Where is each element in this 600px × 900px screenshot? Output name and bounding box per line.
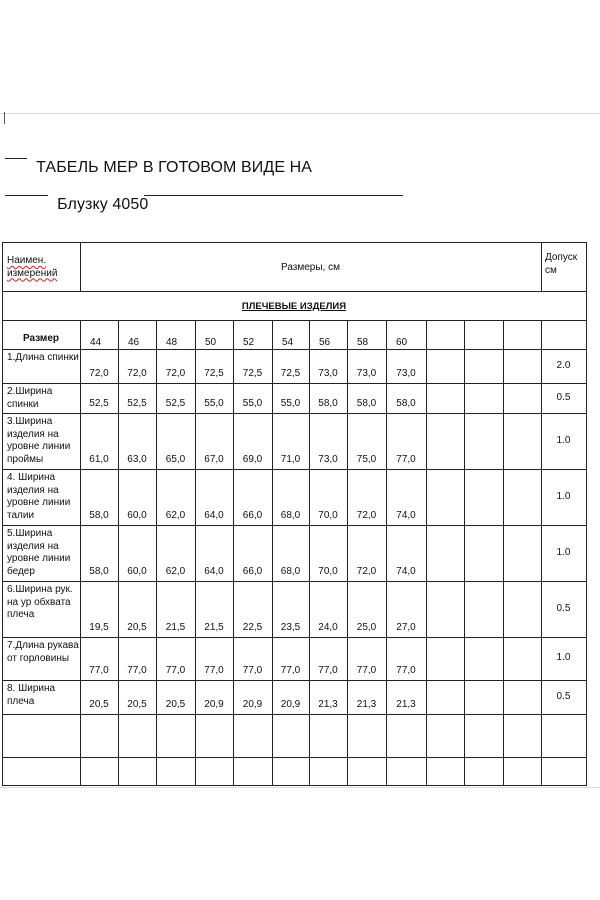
measurement-value: 22,5 bbox=[242, 622, 263, 634]
title-underline-lead-1 bbox=[5, 158, 27, 159]
size-header-cell: 56 bbox=[319, 337, 331, 348]
measurement-value: 72,0 bbox=[356, 510, 377, 522]
measurement-value: 21,5 bbox=[204, 622, 224, 634]
measurement-tolerance: 2.0 bbox=[556, 359, 571, 371]
title-underline-trail-2 bbox=[144, 195, 403, 196]
measurement-name: 4. Ширина изделия на уровне линии талии bbox=[7, 472, 71, 521]
measurement-value: 20,5 bbox=[89, 699, 109, 711]
measurement-value bbox=[464, 581, 503, 637]
section-title bbox=[2, 301, 586, 315]
measurement-value: 77,0 bbox=[242, 665, 263, 677]
table-grid-line bbox=[2, 291, 587, 292]
measurement-value: 58,0 bbox=[356, 398, 377, 410]
size-header-cell bbox=[541, 337, 586, 349]
measurement-value: 20,9 bbox=[204, 699, 224, 711]
size-header-cell: 54 bbox=[282, 337, 294, 348]
measurement-value bbox=[426, 637, 464, 680]
measurement-value: 64,0 bbox=[204, 510, 224, 522]
measurement-name: 7.Длина рукава от горловины bbox=[7, 640, 79, 664]
measurement-value: 60,0 bbox=[127, 566, 147, 578]
measurement-value: 77,0 bbox=[318, 665, 338, 677]
measurement-value bbox=[464, 413, 503, 469]
measurement-value: 73,0 bbox=[356, 368, 377, 380]
measurement-value bbox=[426, 469, 464, 525]
measurement-name: 5.Ширина изделия на уровне линии бедер bbox=[7, 528, 71, 577]
measurement-value: 23,5 bbox=[280, 622, 301, 634]
measurement-value bbox=[464, 680, 503, 714]
header-measurement-name bbox=[2, 252, 80, 286]
measurement-tolerance: 0.5 bbox=[556, 690, 571, 702]
measurement-value: 62,0 bbox=[165, 510, 186, 522]
measurement-value: 73,0 bbox=[396, 368, 416, 380]
measurement-value: 67,0 bbox=[204, 454, 224, 466]
measurement-value: 74,0 bbox=[396, 510, 416, 522]
measurement-value: 72,5 bbox=[204, 368, 224, 380]
measurement-value: 64,0 bbox=[204, 566, 224, 578]
size-header-cell: 58 bbox=[357, 337, 369, 348]
measurement-value bbox=[464, 637, 503, 680]
size-row-label: Размер bbox=[22, 333, 59, 344]
table-grid-line bbox=[2, 714, 587, 715]
measurement-name: 6.Ширина рук. на ур обхвата плеча bbox=[7, 584, 73, 621]
measurement-value: 21,3 bbox=[396, 699, 416, 711]
measurement-value: 65,0 bbox=[165, 454, 186, 466]
measurement-value: 73,0 bbox=[318, 454, 338, 466]
measurement-value: 68,0 bbox=[280, 566, 301, 578]
measurement-value: 58,0 bbox=[318, 398, 338, 410]
measurement-value bbox=[426, 413, 464, 469]
measurement-tolerance: 1.0 bbox=[556, 490, 571, 502]
measurement-value bbox=[464, 525, 503, 581]
measurement-value: 77,0 bbox=[89, 665, 109, 677]
document-title-text: ТАБЕЛЬ МЕР В ГОТОВОМ ВИДЕ НА bbox=[36, 159, 313, 176]
size-header-cell: 52 bbox=[243, 337, 255, 348]
measurement-value: 73,0 bbox=[318, 368, 338, 380]
measurement-value bbox=[503, 637, 541, 680]
measurement-value: 74,0 bbox=[396, 566, 416, 578]
measurement-value: 66,0 bbox=[242, 510, 263, 522]
measurement-value bbox=[426, 525, 464, 581]
size-header-cell: 44 bbox=[90, 337, 102, 348]
size-header-cell: 46 bbox=[128, 337, 140, 348]
measurement-value bbox=[503, 349, 541, 383]
measurement-value: 61,0 bbox=[89, 454, 109, 466]
measurement-value: 52,5 bbox=[127, 398, 147, 410]
measurement-value: 25,0 bbox=[356, 622, 377, 634]
table-grid-line bbox=[586, 242, 587, 786]
page-bottom-edge bbox=[0, 787, 600, 788]
measurement-value bbox=[503, 469, 541, 525]
document-subtitle-text: Блузку 4050 bbox=[57, 196, 149, 213]
measurement-value: 77,0 bbox=[127, 665, 147, 677]
measurement-value: 52,5 bbox=[89, 398, 109, 410]
table-grid-line bbox=[2, 320, 587, 321]
measurement-value: 55,0 bbox=[280, 398, 301, 410]
table-grid-line bbox=[2, 757, 587, 758]
measurement-value: 77,0 bbox=[204, 665, 224, 677]
measurement-value bbox=[426, 581, 464, 637]
measurement-name: 1.Длина спинки bbox=[7, 352, 79, 363]
measurement-value: 77,0 bbox=[396, 665, 416, 677]
measurement-value: 58,0 bbox=[89, 566, 109, 578]
measurement-value: 20,9 bbox=[280, 699, 301, 711]
measurement-value bbox=[426, 680, 464, 714]
measurement-value: 72,5 bbox=[280, 368, 301, 380]
measurement-value: 77,0 bbox=[280, 665, 301, 677]
measurement-value: 20,9 bbox=[242, 699, 263, 711]
measurement-value bbox=[464, 349, 503, 383]
text-cursor bbox=[4, 112, 5, 124]
measurement-value: 20,5 bbox=[127, 699, 147, 711]
measurement-value bbox=[503, 413, 541, 469]
measurement-value bbox=[503, 680, 541, 714]
page-top-edge bbox=[0, 113, 600, 114]
measurement-value: 20,5 bbox=[165, 699, 186, 711]
title-underline-lead-2 bbox=[5, 195, 48, 196]
measurement-value: 55,0 bbox=[242, 398, 263, 410]
size-header-cell: 50 bbox=[205, 337, 217, 348]
measurement-value: 72,0 bbox=[356, 566, 377, 578]
table-grid-line bbox=[2, 242, 587, 243]
measurement-value: 77,0 bbox=[396, 454, 416, 466]
measurement-value bbox=[503, 383, 541, 413]
measurement-value: 72,0 bbox=[89, 368, 109, 380]
measurement-value: 58,0 bbox=[89, 510, 109, 522]
measurement-value: 62,0 bbox=[165, 566, 186, 578]
measurement-value: 20,5 bbox=[127, 622, 147, 634]
measurement-value: 72,0 bbox=[127, 368, 147, 380]
section-title-text: ПЛЕЧЕВЫЕ ИЗДЕЛИЯ bbox=[241, 301, 347, 312]
measurement-value: 72,5 bbox=[242, 368, 263, 380]
size-header-cell bbox=[503, 337, 541, 349]
measurement-value: 52,5 bbox=[165, 398, 186, 410]
table-grid-line bbox=[2, 785, 587, 786]
header-measurement-name-text: Наимен. измерений bbox=[7, 255, 58, 279]
measurement-name: 8. Ширина плеча bbox=[7, 683, 56, 707]
header-tolerance: Допуск см bbox=[545, 252, 578, 276]
measurement-tolerance: 0.5 bbox=[556, 602, 571, 614]
measurement-value bbox=[503, 525, 541, 581]
size-header-cell: 60 bbox=[396, 337, 408, 348]
measurement-value: 75,0 bbox=[356, 454, 377, 466]
measurement-value bbox=[426, 383, 464, 413]
measurement-tolerance: 1.0 bbox=[556, 652, 571, 664]
measurement-value: 24,0 bbox=[318, 622, 338, 634]
measurement-name: 3.Ширина изделия на уровне линии проймы bbox=[7, 416, 71, 465]
measurement-name: 2.Ширина спинки bbox=[7, 386, 53, 410]
size-header-cell: 48 bbox=[166, 337, 178, 348]
measurement-value bbox=[503, 581, 541, 637]
measurement-value: 77,0 bbox=[356, 665, 377, 677]
measurement-value: 60,0 bbox=[127, 510, 147, 522]
measurement-value: 72,0 bbox=[165, 368, 186, 380]
measurement-value: 19,5 bbox=[89, 622, 109, 634]
measurement-value: 27,0 bbox=[396, 622, 416, 634]
size-header-cell bbox=[426, 337, 464, 349]
measurement-value: 63,0 bbox=[127, 454, 147, 466]
measurement-value: 21,3 bbox=[356, 699, 377, 711]
measurement-value: 55,0 bbox=[204, 398, 224, 410]
measurement-value bbox=[464, 469, 503, 525]
measurement-tolerance: 0.5 bbox=[556, 391, 571, 403]
table-grid-line bbox=[541, 242, 542, 292]
measurement-value bbox=[426, 349, 464, 383]
header-sizes: Размеры, см bbox=[281, 262, 340, 273]
measurement-value: 21,5 bbox=[165, 622, 186, 634]
measurement-value: 68,0 bbox=[280, 510, 301, 522]
measurement-value bbox=[464, 383, 503, 413]
measurement-tolerance: 1.0 bbox=[556, 434, 571, 446]
measurement-value: 21,3 bbox=[318, 699, 338, 711]
size-header-cell bbox=[464, 337, 503, 349]
measurement-value: 69,0 bbox=[242, 454, 263, 466]
measurement-value: 66,0 bbox=[242, 566, 263, 578]
document-subtitle bbox=[48, 178, 148, 214]
measurement-tolerance: 1.0 bbox=[556, 546, 571, 558]
document-title bbox=[27, 141, 312, 177]
measurement-value: 71,0 bbox=[280, 454, 301, 466]
measurement-value: 70,0 bbox=[318, 510, 338, 522]
measurement-value: 77,0 bbox=[165, 665, 186, 677]
measurement-value: 70,0 bbox=[318, 566, 338, 578]
measurement-value: 58,0 bbox=[396, 398, 416, 410]
